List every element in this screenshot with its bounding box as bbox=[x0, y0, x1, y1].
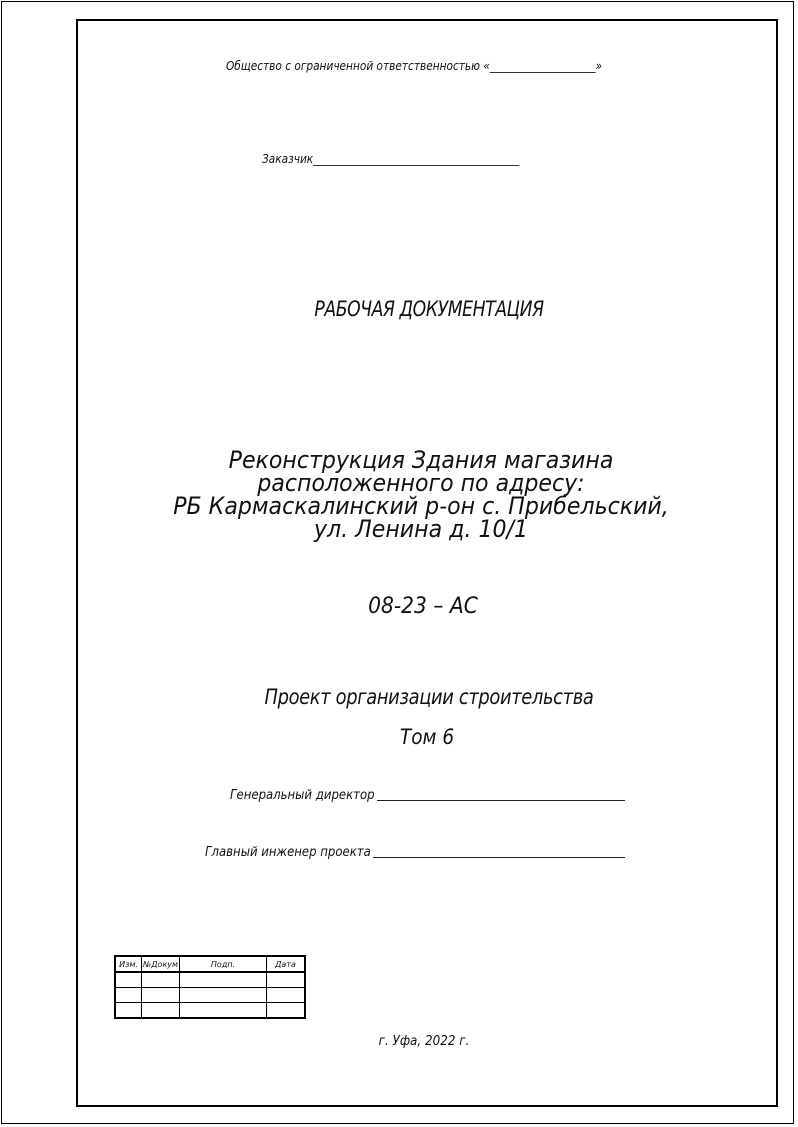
table-cell bbox=[116, 988, 142, 1003]
project-title-line: расположенного по адресу: bbox=[257, 469, 585, 497]
city-and-year: г. Уфа, 2022 г. bbox=[378, 1034, 470, 1049]
general-director-label: Генеральный директор bbox=[230, 788, 375, 803]
customer-blank: _______________________________________ bbox=[313, 152, 520, 166]
table-cell bbox=[116, 1003, 142, 1018]
table-cell bbox=[142, 988, 180, 1003]
table-cell bbox=[267, 988, 305, 1003]
organization-line bbox=[63, 59, 765, 73]
chief-engineer-label: Главный инженер проекта bbox=[205, 845, 371, 860]
revision-header-signature: Подп. bbox=[180, 957, 267, 973]
drawing-frame bbox=[76, 19, 778, 1107]
revision-table-header bbox=[116, 957, 305, 973]
customer-line bbox=[262, 152, 519, 166]
volume-number: Том 6 bbox=[399, 725, 455, 749]
organization-prefix: Общество с ограниченной ответственностью « bbox=[225, 59, 490, 73]
project-title-line: РБ Кармаскалинский р-он с. Прибельский, bbox=[173, 492, 669, 520]
project-title-line: ул. Ленина д. 10/1 bbox=[313, 515, 529, 543]
revision-header-doc-number: №Докум bbox=[142, 957, 180, 973]
section-title: Проект организации строительства bbox=[264, 685, 594, 709]
chief-engineer-signature-line bbox=[373, 856, 625, 858]
table-row bbox=[116, 972, 305, 988]
revision-header-change: Изм. bbox=[116, 957, 142, 973]
table-cell bbox=[142, 1003, 180, 1018]
general-director-signature bbox=[230, 788, 625, 803]
table-row bbox=[116, 1003, 305, 1018]
general-director-signature-line bbox=[377, 799, 625, 801]
organization-suffix: » bbox=[595, 59, 603, 73]
revision-header-date: Дата bbox=[267, 957, 305, 973]
organization-name-blank: ____________________ bbox=[489, 59, 596, 73]
document-type-heading: РАБОЧАЯ ДОКУМЕНТАЦИЯ bbox=[314, 297, 544, 321]
revision-table bbox=[115, 956, 305, 1018]
table-row bbox=[116, 988, 305, 1003]
table-cell bbox=[180, 988, 267, 1003]
chief-engineer-signature bbox=[205, 845, 625, 860]
table-cell bbox=[267, 972, 305, 988]
table-cell bbox=[180, 1003, 267, 1018]
table-cell bbox=[267, 1003, 305, 1018]
document-code: 08-23 – АС bbox=[368, 594, 478, 619]
project-title bbox=[54, 446, 788, 543]
table-cell bbox=[180, 972, 267, 988]
project-title-line: Реконструкция Здания магазина bbox=[228, 446, 614, 474]
table-cell bbox=[142, 972, 180, 988]
table-cell bbox=[116, 972, 142, 988]
customer-label: Заказчик bbox=[262, 152, 314, 166]
